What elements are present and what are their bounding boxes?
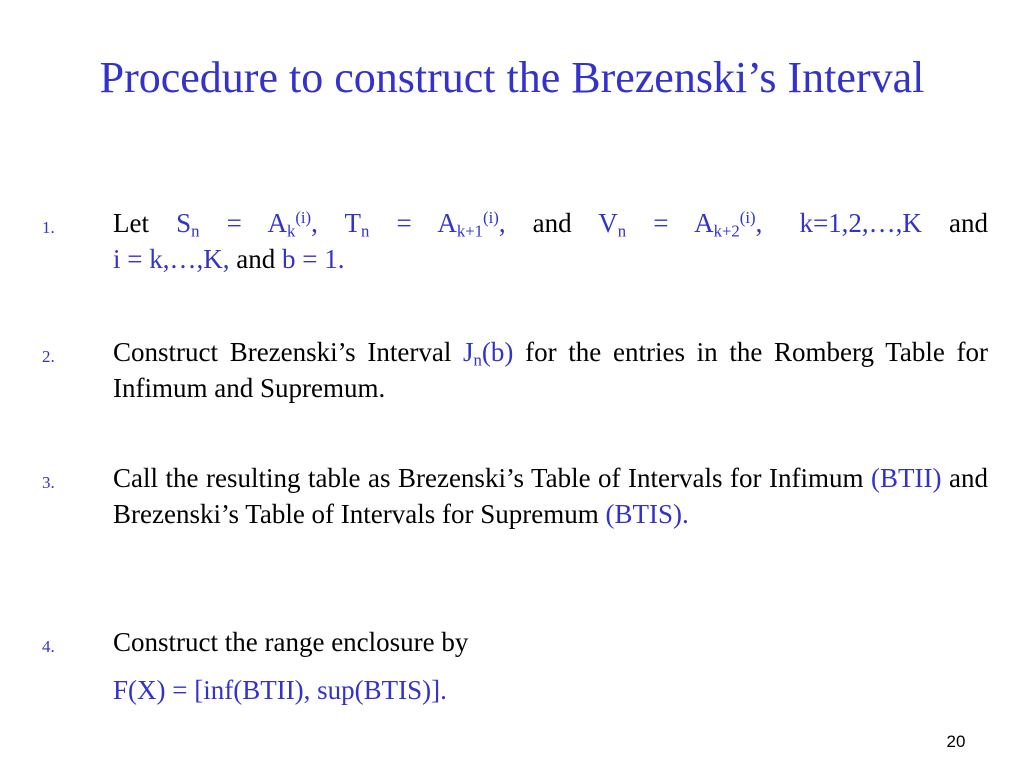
math-j-n: $J_n(b)$ bbox=[463, 337, 514, 370]
step-text: and Brezenski’s Table of Intervals for Supremum bbox=[113, 463, 988, 529]
step-number: 1. bbox=[42, 218, 55, 237]
slide-title: Procedure to construct the Brezenski’s Interval bbox=[99, 53, 925, 102]
step-1-line-2 bbox=[113, 241, 988, 277]
page-number: 20 bbox=[946, 732, 966, 751]
step-number: 3. bbox=[42, 473, 55, 492]
step-number: 2. bbox=[42, 347, 55, 366]
btis-label: (BTIS). bbox=[605, 499, 689, 529]
step-1-line-1 bbox=[113, 205, 988, 241]
math-b-value: b = 1. bbox=[281, 244, 345, 274]
range-enclosure-formula: F(X) = [inf(BTII), sup(BTIS)]. bbox=[113, 675, 447, 705]
step-2 bbox=[42, 334, 988, 406]
step-text: and bbox=[236, 244, 276, 274]
step-text: and bbox=[532, 208, 572, 238]
math-v-n: $V_n = A_{k+2}^{(i)}$, bbox=[598, 207, 763, 241]
step-text: for the entries in the Romberg Table for Infimum and Supremum. bbox=[113, 337, 989, 403]
step-4-text bbox=[113, 624, 988, 660]
step-text: Call the resulting table as Brezenski’s Table of Intervals for Infimum bbox=[113, 463, 864, 493]
step-3-text bbox=[113, 460, 988, 532]
step-text: Construct Brezenski’s Interval bbox=[113, 337, 452, 367]
math-s-n: $S_n = A_k^{(i)}$, bbox=[176, 207, 318, 241]
step-3 bbox=[42, 460, 988, 532]
step-text: and bbox=[949, 208, 989, 238]
math-k-range: k=1,2,…,K bbox=[799, 208, 922, 238]
step-text: Construct the range enclosure by bbox=[113, 627, 469, 657]
math-t-n: $T_n = A_{k+1}^{(i)}$, bbox=[344, 207, 506, 241]
step-1 bbox=[42, 205, 988, 277]
step-2-text bbox=[113, 334, 988, 406]
btii-label: (BTII) bbox=[871, 463, 942, 493]
math-i-range: i = k,…,K, bbox=[113, 244, 230, 274]
step-number: 4. bbox=[42, 637, 55, 656]
step-text: Let bbox=[113, 208, 149, 238]
step-4 bbox=[42, 624, 988, 660]
